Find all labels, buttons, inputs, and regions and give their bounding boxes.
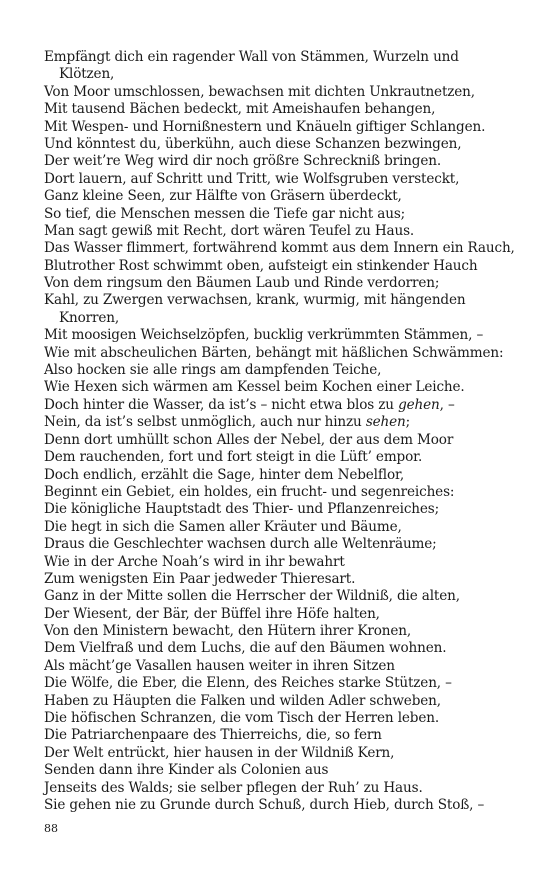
verse-line — [44, 414, 514, 431]
verse-text: Sie gehen nie zu Grunde durch Schuß, durch Hieb, durch Stoß, – — [44, 796, 485, 813]
emphasized-word: sehen — [365, 414, 406, 431]
verse-line: Empfängt dich ein ragender Wall von Stämmen, Wurzeln und — [44, 49, 459, 65]
verse-line: So tief, die Menschen messen die Tiefe gar nicht aus; — [44, 205, 406, 222]
verse-line — [44, 467, 514, 484]
verse-text: Draus die Geschlechter wachsen durch alle Weltenräume; — [44, 536, 437, 553]
verse-text: , – — [439, 397, 455, 413]
verse-text: Haben zu Häupten die Falken und wilden Adler schweben, — [44, 692, 441, 709]
verse-text: Ganz in der Mitte sollen die Herrscher der Wildniß, die alten, — [44, 588, 460, 605]
verse-text: Die höfischen Schranzen, die vom Tisch der Herren leben. — [44, 710, 440, 727]
verse-text: Die Wölfe, die Eber, die Elenn, des Reiches starke Stützen, – — [44, 675, 452, 692]
emphasized-word: gehen — [398, 397, 440, 413]
verse-line — [44, 484, 514, 501]
verse-line — [44, 693, 514, 710]
verse-text: Die Patriarchenpaare des Thierreichs, die, so fern — [44, 727, 382, 744]
verse-text: Der Welt entrückt, hier hausen in der Wildniß Kern, — [44, 744, 395, 761]
verse-line — [44, 554, 514, 571]
verse-text: Die königliche Hauptstadt des Thier- und Pflanzenreiches; — [44, 501, 440, 518]
verse-text: Der Wiesent, der Bär, der Büffel ihre Höfe halten, — [44, 605, 380, 622]
verse-text: Wie in der Arche Noah’s wird in ihr bewahrt — [44, 553, 345, 570]
verse-line: Wie Hexen sich wärmen am Kessel beim Kochen einer Leiche. — [44, 379, 465, 396]
verse-line — [44, 797, 514, 814]
verse-line — [44, 762, 514, 779]
verse-line — [44, 571, 514, 588]
verse-line — [44, 536, 514, 553]
verse-text: Von den Ministern bewacht, den Hütern ihrer Kronen, — [44, 623, 412, 640]
verse-text: Jenseits des Walds; sie selber pflegen der Ruh’ zu Haus. — [44, 779, 423, 796]
verse-text: Zum wenigsten Ein Paar jedweder Thieresart. — [44, 570, 356, 587]
verse-line — [44, 588, 514, 605]
verse-line: Das Wasser flimmert, fortwährend kommt aus dem Innern ein Rauch, — [44, 240, 515, 257]
verse-line — [44, 501, 514, 518]
verse-line: Mit tausend Bächen bedeckt, mit Ameishaufen behangen, — [44, 101, 436, 118]
verse-line: Mit Wespen- und Hornißnestern und Knäueln giftiger Schlangen. — [44, 118, 486, 135]
verse-text: Denn dort umhüllt schon Alles der Nebel, der aus dem Moor — [44, 431, 454, 448]
verse-line: Mit moosigen Weichselzöpfen, bucklig verkrümmten Stämmen, – — [44, 327, 484, 344]
verse-line — [44, 745, 514, 762]
verse-line — [44, 675, 514, 692]
verse-text: ; — [405, 414, 411, 431]
verse-line — [44, 432, 514, 449]
verse-line: Ganz kleine Seen, zur Hälfte von Gräsern überdeckt, — [44, 188, 402, 205]
verse-line — [44, 397, 514, 414]
verse-line — [44, 519, 514, 536]
verse-text: Doch endlich, erzählt die Sage, hinter dem Nebelflor, — [44, 466, 405, 483]
verse-text: Dem Vielfraß und dem Luchs, die auf den Bäumen wohnen. — [44, 640, 447, 657]
verse-text: Senden dann ihre Kinder als Colonien aus — [44, 762, 329, 779]
verse-line: Also hocken sie alle rings am dampfenden Teiche, — [44, 362, 382, 379]
verse-line — [44, 640, 514, 657]
verse-line — [44, 727, 514, 744]
stanza-1 — [44, 49, 514, 397]
verse-line — [44, 449, 514, 466]
verse-line — [44, 623, 514, 640]
verse-text: Die hegt in sich die Samen aller Kräuter und Bäume, — [44, 518, 402, 535]
verse-line — [44, 710, 514, 727]
verse-line: Man sagt gewiß mit Recht, dort wären Teufel zu Haus. — [44, 222, 415, 239]
verse-text: Beginnt ein Gebiet, ein holdes, ein frucht- und segenreiches: — [44, 483, 455, 500]
verse-line — [44, 658, 514, 675]
page-number: 88 — [44, 822, 58, 835]
stanza-2 — [44, 397, 514, 814]
verse-line — [44, 606, 514, 623]
verse-line: Wie mit abscheulichen Bärten, behängt mit häßlichen Schwämmen: — [44, 344, 504, 361]
verse-text: Doch hinter die Wasser, da ist’s – nicht etwa blos zu — [44, 397, 399, 413]
verse-line: Der weit’re Weg wird dir noch größre Schreckniß bringen. — [44, 153, 442, 170]
verse-line: Knorren, — [59, 309, 120, 326]
verse-line: Von Moor umschlossen, bewachsen mit dichten Unkrautnetzen, — [44, 83, 475, 100]
verse-text: Nein, da ist’s selbst unmöglich, auch nur hinzu — [44, 414, 366, 431]
verse-line: Blutrother Rost schwimmt oben, aufsteigt ein stinkender Hauch — [44, 257, 478, 274]
verse-line: Kahl, zu Zwergen verwachsen, krank, wurmig, mit hängenden — [44, 292, 466, 309]
verse-line: Von dem ringsum den Bäumen Laub und Rinde verdorren; — [44, 275, 440, 292]
verse-line: Klötzen, — [59, 66, 115, 83]
verse-text: Dem rauchenden, fort und fort steigt in die Lüft’ empor. — [44, 449, 423, 466]
verse-text: Als mächt’ge Vasallen hausen weiter in ihren Sitzen — [44, 657, 395, 674]
verse-line: Dort lauern, auf Schritt und Tritt, wie Wolfsgruben versteckt, — [44, 170, 460, 187]
verse-line: Und könntest du, überkühn, auch diese Schanzen bezwingen, — [44, 135, 462, 152]
verse-line — [44, 780, 514, 797]
